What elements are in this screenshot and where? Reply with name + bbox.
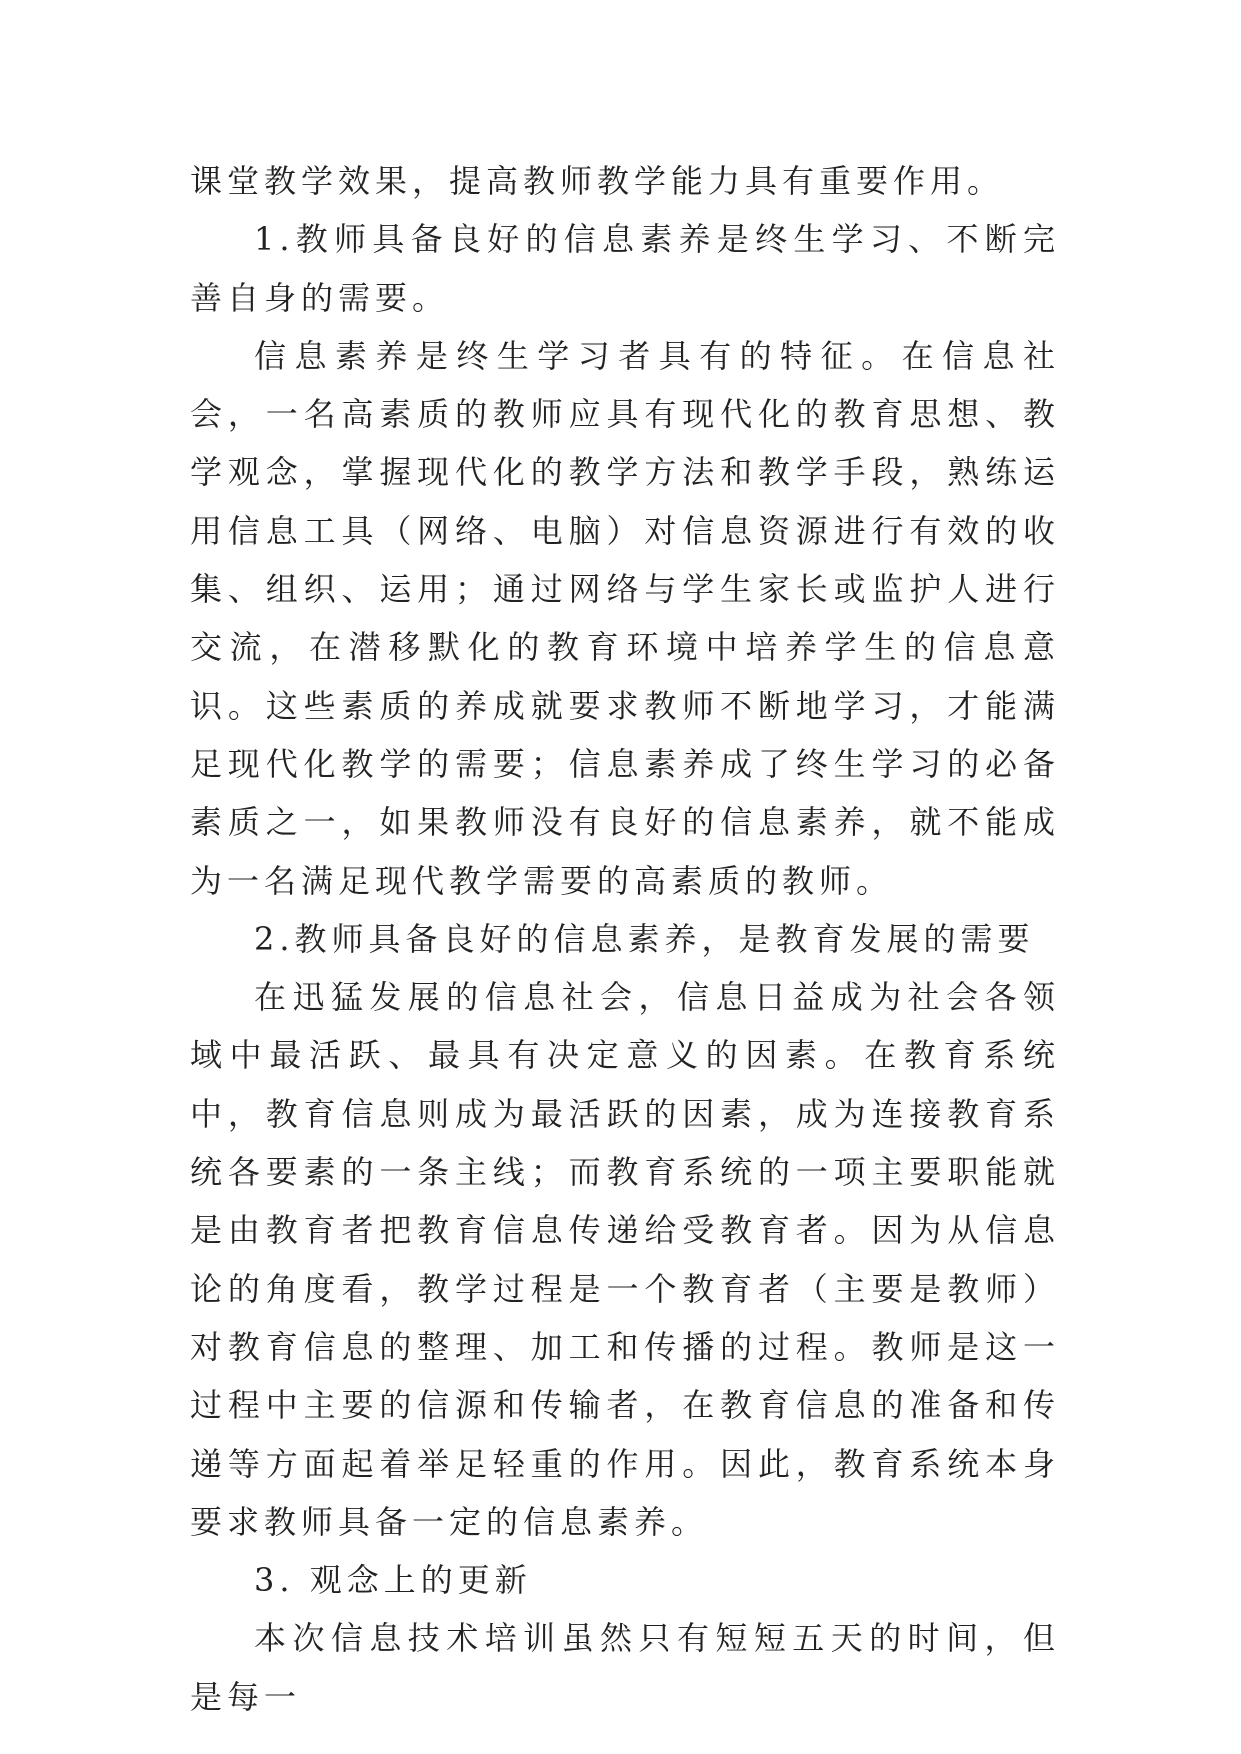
paragraph-point-3-body: 本次信息技术培训虽然只有短短五天的时间，但是每一 [190,1619,1060,1716]
paragraph-point-1-heading: 1.教师具备良好的信息素养是终生学习、不断完善自身的需要。 [190,220,1060,317]
paragraph-point-3-heading: 3. 观念上的更新 [254,1561,532,1600]
paragraph-point-2-body: 在迅猛发展的信息社会，信息日益成为社会各领域中最活跃、最具有决定意义的因素。在教育系统中，教育信息则成为最活跃的因素，成为连接教育系统各要素的一条主线；而教育系统的一项主要职能就是由教育者把教育信息传递给受教育者。因为从信息论的角度看，教学过程是一个教育者（主要是教师）对教育信息的整理、加工和传播的过程。教师是这一过程中主要的信源和传输者，在教育信息的准备和传递等方面起着举足轻重的作用。因此，教育系统本身要求教师具备一定的信息素养。 [190,978,1060,1541]
paragraph-point-1-body: 信息素养是终生学习者具有的特征。在信息社会，一名高素质的教师应具有现代化的教育思想、教学观念，掌握现代化的教学方法和教学手段，熟练运用信息工具（网络、电脑）对信息资源进行有效的收集、组织、运用；通过网络与学生家长或监护人进行交流，在潜移默化的教育环境中培养学生的信息意识。这些素质的养成就要求教师不断地学习，才能满足现代化教学的需要；信息素养成了终生学习的必备素质之一，如果教师没有良好的信息素养，就不能成为一名满足现代教学需要的高素质的教师。 [190,336,1060,900]
body-text [190,152,1060,1726]
paragraph-continuation: 课堂教学效果，提高教师教学能力具有重要作用。 [190,162,1005,200]
paragraph-point-2-heading: 2.教师具备良好的信息素养，是教育发展的需要 [254,919,1035,958]
